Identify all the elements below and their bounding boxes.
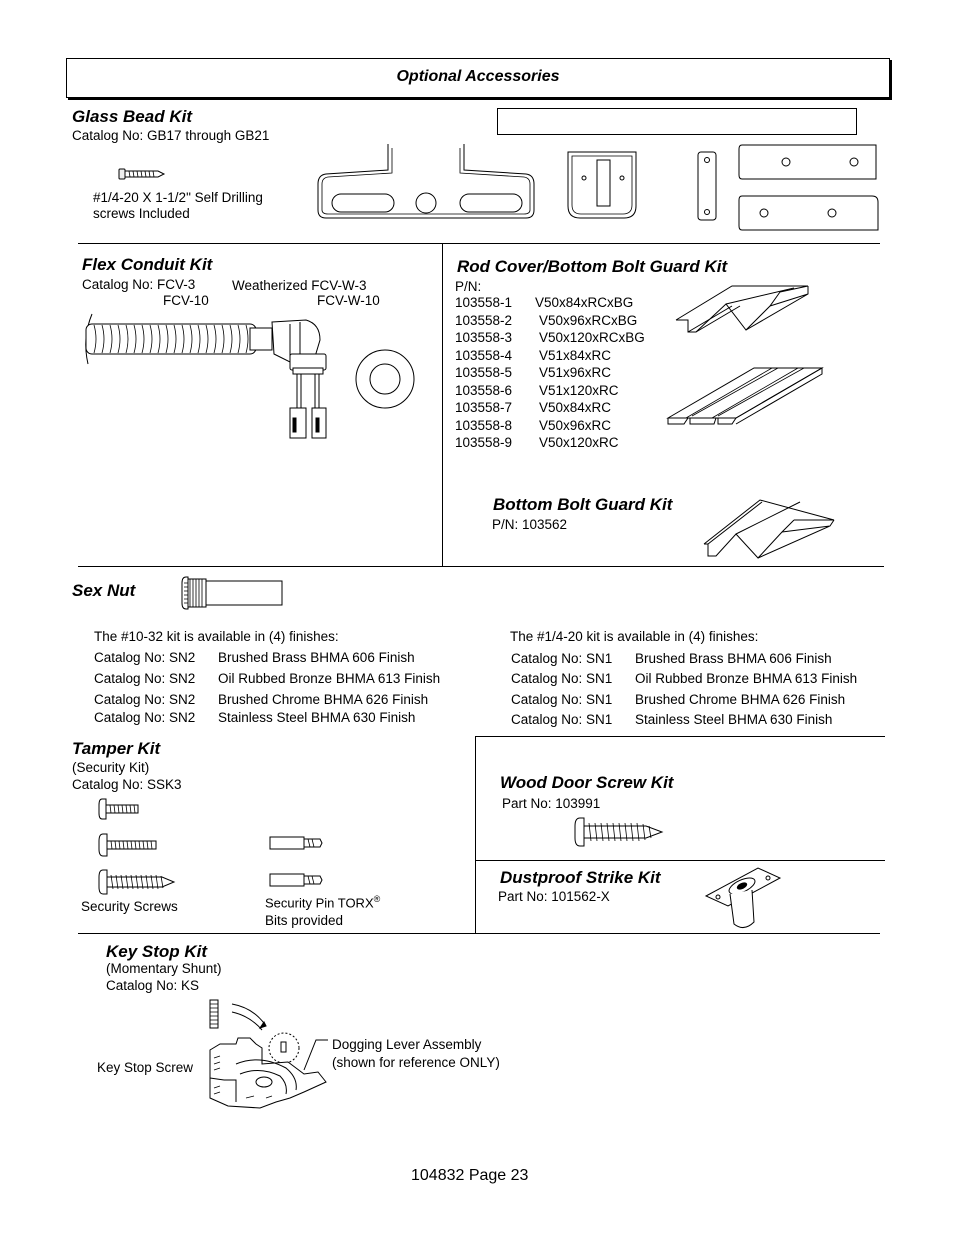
rod-cover-desc: V50x84xRC [539, 400, 612, 415]
tamper-catalog: Catalog No: SSK3 [72, 777, 182, 792]
sex-nut-right-finish: Brushed Chrome BHMA 626 Finish [635, 692, 846, 707]
rod-cover-pn: 103558-1 [455, 295, 513, 310]
torx-bits-label-2: Bits provided [265, 913, 344, 928]
sex-nut-left-intro: The #10-32 kit is available in (4) finishes: [94, 629, 339, 644]
security-screws-label: Security Screws [81, 899, 178, 914]
bottom-bolt-pn: P/N: 103562 [492, 517, 568, 532]
rod-cover-guard-icon [672, 284, 812, 346]
sex-nut-right-catalog: Catalog No: SN1 [511, 671, 613, 686]
rod-cover-pn: 103558-4 [455, 347, 513, 363]
key-stop-title: Key Stop Kit [106, 942, 208, 961]
sex-nut-left-catalog: Catalog No: SN2 [94, 650, 196, 665]
strike-plate-icon [566, 150, 646, 222]
rod-cover-desc: V50x96xRCxBG [539, 312, 638, 328]
rod-cover-pn: 103558-6 [455, 382, 513, 398]
rod-cover-icon [664, 366, 824, 428]
dustproof-title: Dustproof Strike Kit [500, 868, 661, 887]
wood-door-part: Part No: 103991 [502, 796, 601, 811]
flex-conduit-catalog-2: FCV-10 [163, 293, 209, 308]
sex-nut-left-catalog: Catalog No: SN2 [94, 692, 196, 707]
key-stop-screw-label: Key Stop Screw [97, 1060, 194, 1075]
glass-bead-catalog: Catalog No: GB17 through GB21 [72, 128, 270, 143]
divider-vertical-1 [442, 243, 443, 566]
wood-door-title: Wood Door Screw Kit [500, 773, 674, 792]
sex-nut-right-catalog: Catalog No: SN1 [511, 651, 613, 666]
divider-2 [78, 566, 884, 567]
sex-nut-left-finish: Oil Rubbed Bronze BHMA 613 Finish [218, 671, 441, 686]
leader-arrow-icon [300, 1036, 330, 1076]
screw-note-line1: #1/4-20 X 1-1/2" Self Drilling [93, 190, 263, 205]
filler-plate-bottom-icon [738, 194, 882, 234]
bottom-bolt-title: Bottom Bolt Guard Kit [493, 495, 673, 514]
sex-nut-right-finish: Stainless Steel BHMA 630 Finish [635, 712, 833, 727]
rod-cover-title: Rod Cover/Bottom Bolt Guard Kit [457, 257, 728, 276]
dustproof-strike-icon [704, 866, 784, 934]
blank-label-box [497, 108, 857, 135]
key-stop-catalog: Catalog No: KS [106, 978, 200, 993]
weatherized-catalog-2: FCV-W-10 [317, 293, 380, 308]
security-screw-short-icon [98, 797, 144, 821]
rod-cover-desc: V51x84xRC [539, 347, 612, 363]
rod-cover-pn: 103558-3 [455, 330, 513, 345]
tamper-subtitle: (Security Kit) [72, 760, 150, 775]
rod-cover-pn: 103558-9 [455, 435, 513, 450]
conduit-washer-icon [354, 348, 416, 410]
sex-nut-title: Sex Nut [72, 581, 136, 600]
sex-nut-right-catalog: Catalog No: SN1 [511, 712, 613, 727]
sex-nut-left-finish: Stainless Steel BHMA 630 Finish [218, 710, 416, 725]
bottom-bolt-guard-icon [700, 496, 836, 564]
rod-cover-pn-label: P/N: [455, 279, 482, 294]
narrow-strip-icon [696, 150, 720, 222]
weatherized-catalog: Weatherized FCV-W-3 [232, 278, 367, 293]
torx-bit-icon [268, 834, 324, 852]
tamper-title: Tamper Kit [72, 739, 161, 758]
rod-cover-desc: V50x120xRC [539, 435, 619, 450]
sex-nut-right-finish: Brushed Brass BHMA 606 Finish [635, 651, 832, 666]
flex-conduit-catalog: Catalog No: FCV-3 [82, 277, 196, 292]
sex-nut-left-finish: Brushed Brass BHMA 606 Finish [218, 650, 415, 665]
filler-plate-top-icon [738, 143, 882, 183]
divider-5 [78, 933, 880, 934]
rod-cover-pn: 103558-7 [455, 400, 513, 415]
security-screw-wood-icon [98, 868, 178, 896]
rod-cover-desc: V50x96xRC [539, 417, 612, 433]
divider-3 [475, 736, 885, 737]
key-stop-subtitle: (Momentary Shunt) [106, 961, 222, 976]
torx-bit-icon [268, 871, 324, 889]
rod-cover-pn: 103558-8 [455, 417, 513, 433]
flex-conduit-icon [78, 310, 326, 445]
page-title: Optional Accessories [396, 68, 560, 85]
dogging-lever-note: (shown for reference ONLY) [332, 1055, 500, 1070]
rod-cover-desc: V51x120xRC [539, 382, 619, 398]
rod-cover-desc: V50x84xRCxBG [535, 295, 634, 310]
glass-bead-bracket-icon [316, 142, 538, 222]
rod-cover-desc: V50x120xRCxBG [539, 330, 645, 345]
divider-4 [475, 860, 885, 861]
dustproof-part: Part No: 101562-X [498, 889, 610, 904]
torx-bits-text: Security Pin TORX [265, 895, 374, 911]
sex-nut-icon [180, 575, 286, 611]
title-banner [66, 58, 890, 98]
wood-door-screw-icon [574, 816, 666, 848]
security-screw-machine-icon [98, 832, 160, 858]
dogging-lever-label: Dogging Lever Assembly [332, 1037, 482, 1052]
registered-mark: ® [373, 894, 381, 904]
sex-nut-left-catalog: Catalog No: SN2 [94, 710, 196, 725]
screw-note-line2: screws Included [93, 206, 190, 221]
flex-conduit-title: Flex Conduit Kit [82, 255, 213, 274]
sex-nut-right-finish: Oil Rubbed Bronze BHMA 613 Finish [635, 671, 858, 686]
self-drilling-screw-icon [118, 166, 168, 182]
divider-1 [78, 243, 880, 244]
sex-nut-left-finish: Brushed Chrome BHMA 626 Finish [218, 692, 429, 707]
page-footer: 104832 Page 23 [411, 1167, 529, 1184]
torx-bits-label [265, 894, 380, 910]
rod-cover-pn: 103558-5 [455, 365, 513, 380]
divider-vertical-2 [475, 736, 476, 933]
sex-nut-left-catalog: Catalog No: SN2 [94, 671, 196, 686]
sex-nut-right-catalog: Catalog No: SN1 [511, 692, 613, 707]
rod-cover-pn: 103558-2 [455, 312, 513, 328]
glass-bead-title: Glass Bead Kit [72, 107, 192, 126]
rod-cover-desc: V51x96xRC [539, 365, 612, 380]
sex-nut-right-intro: The #1/4-20 kit is available in (4) finishes: [510, 629, 759, 644]
